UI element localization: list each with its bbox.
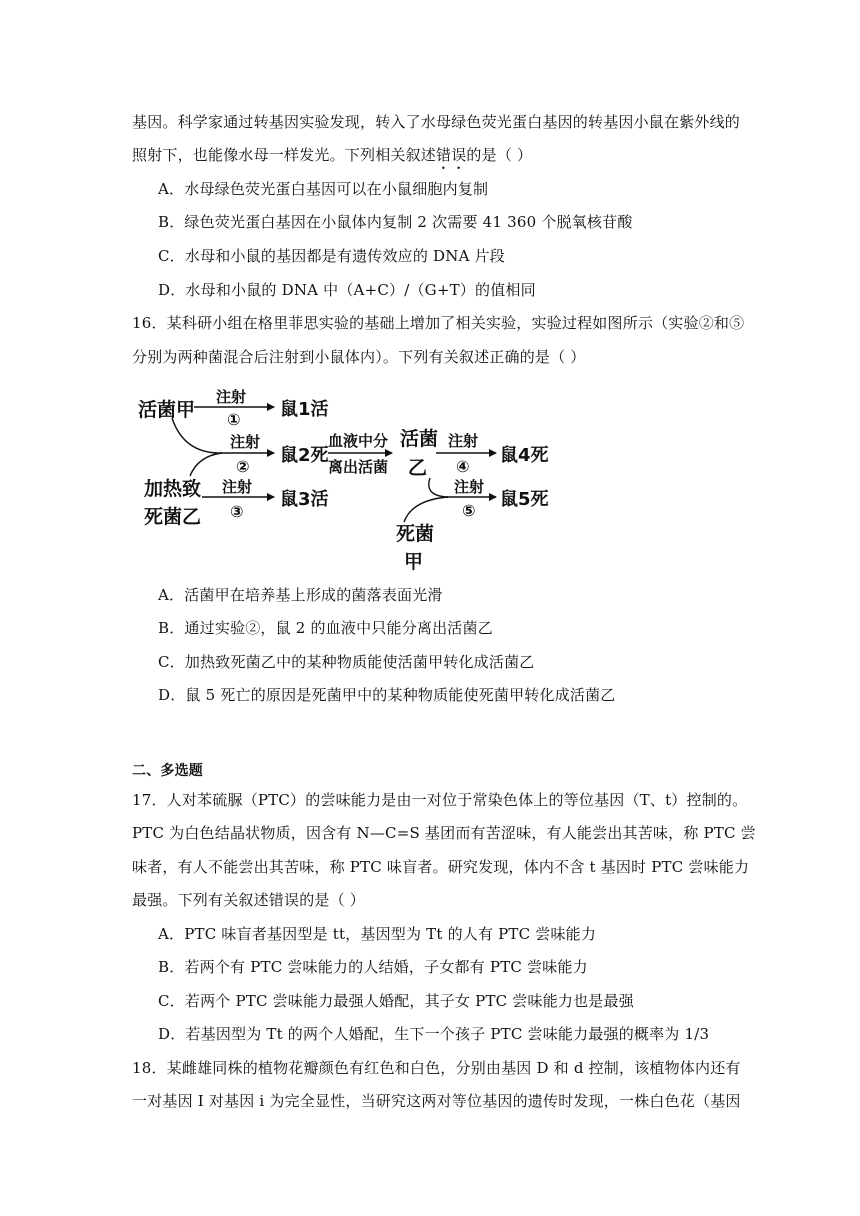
curve-from-live-a [172,418,222,453]
q17-stem-line-2: PTC 为白色结晶状物质，因含有 N—C=S 基团而有苦涩味，有人能尝出其苦味，称 PTC 尝 [132,824,756,842]
q15-option-c[interactable]: C．水母和小鼠的基因都是有遗传效应的 DNA 片段 [158,247,505,265]
mouse4-result: 鼠4死 [500,445,549,466]
mouse5-result: 鼠5死 [500,489,549,510]
q15-emphasis-word: 错误 [436,146,467,164]
curve-from-heat-killed-b [190,453,222,476]
inject-label-4: 注射 [448,432,479,450]
curve-from-live-b [429,478,448,497]
curve-from-dead-a [404,497,448,522]
mouse1-result: 鼠1活 [280,399,329,420]
griffith-experiment-diagram [132,380,562,575]
section-title-multiple-choice: 二、多选题 [132,763,203,779]
q16-stem-line-1: 16．某科研小组在格里菲思实验的基础上增加了相关实验，实验过程如图所示（实验②和⑤ [132,314,745,332]
q15-stem-line-1: 基因。科学家通过转基因实验发现，转入了水母绿色荧光蛋白基因的转基因小鼠在紫外线的 [132,113,741,131]
q15-stem-text: 照射下，也能像水母一样发光。下列相关叙述 [132,146,437,164]
blood-isolation-label-1: 血液中分 [328,432,389,450]
q16-option-b[interactable]: B．通过实验②，鼠 2 的血液中只能分离出活菌乙 [158,619,493,637]
live-bacteria-a-label: 活菌甲 [138,399,196,421]
q17-stem-line-3: 味者，有人不能尝出其苦味，称 PTC 味盲者。研究发现，体内不含 t 基因时 PTC 尝味能力 [132,858,750,876]
q17-option-a[interactable]: A．PTC 味盲者基因型是 tt，基因型为 Tt 的人有 PTC 尝味能力 [158,925,597,943]
q15-option-b[interactable]: B．绿色荧光蛋白基因在小鼠体内复制 2 次需要 41 360 个脱氧核苷酸 [158,213,633,231]
dead-bacteria-a-label-1: 死菌 [396,523,435,545]
q16-option-d[interactable]: D．鼠 5 死亡的原因是死菌甲中的某种物质能使死菌甲转化成活菌乙 [158,686,616,704]
q15-answer-paren: 的是（ ） [466,146,533,164]
mouse3-result: 鼠3活 [280,489,329,510]
q17-option-b[interactable]: B．若两个有 PTC 尝味能力的人结婚，子女都有 PTC 尝味能力 [158,958,588,976]
q17-stem-line-1: 17．人对苯硫脲（PTC）的尝味能力是由一对位于常染色体上的等位基因（T、t）控制的。 [132,791,748,809]
exp4-number: ④ [456,457,470,476]
mouse2-result: 鼠2死 [280,445,329,466]
inject-label-5: 注射 [454,478,485,496]
live-bacteria-b-label-2: 乙 [408,457,428,479]
heat-killed-b-label-1: 加热致 [144,478,202,500]
q18-stem-line-1: 18．某雌雄同株的植物花瓣颜色有红色和白色，分别由基因 D 和 d 控制，该植物体内还有 [132,1059,741,1077]
exp3-number: ③ [230,502,244,521]
q17-option-d[interactable]: D．若基因型为 Tt 的两个人婚配，生下一个孩子 PTC 尝味能力最强的概率为 1/3 [158,1025,710,1043]
heat-killed-b-label-2: 死菌乙 [144,506,202,528]
dead-bacteria-a-label-2: 甲 [404,551,424,573]
q17-stem-line-4: 最强。下列有关叙述错误的是（ ） [132,891,365,909]
inject-label-3: 注射 [222,478,253,496]
live-bacteria-b-label-1: 活菌 [400,428,439,450]
q15-option-d[interactable]: D．水母和小鼠的 DNA 中（A+C）/（G+T）的值相同 [158,281,536,299]
inject-label-2: 注射 [230,433,261,451]
q17-option-c[interactable]: C．若两个 PTC 尝味能力最强人婚配，其子女 PTC 尝味能力也是最强 [158,992,634,1010]
q15-option-a[interactable]: A．水母绿色荧光蛋白基因可以在小鼠细胞内复制 [158,180,489,198]
q16-stem-line-2: 分别为两种菌混合后注射到小鼠体内）。下列有关叙述正确的是（ ） [132,348,586,366]
exp1-number: ① [227,410,241,429]
q16-option-c[interactable]: C．加热致死菌乙中的某种物质能使活菌甲转化成活菌乙 [158,653,535,671]
exp5-number: ⑤ [462,501,476,520]
inject-label-1: 注射 [216,388,247,406]
blood-isolation-label-2: 离出活菌 [328,458,389,476]
q16-option-a[interactable]: A．活菌甲在培养基上形成的菌落表面光滑 [158,586,443,604]
q18-stem-line-2: 一对基因 I 对基因 i 为完全显性，当研究这两对等位基因的遗传时发现，一株白色花（基因 [132,1092,741,1110]
exp2-number: ② [236,457,250,476]
q15-stem-line-2 [132,145,532,173]
